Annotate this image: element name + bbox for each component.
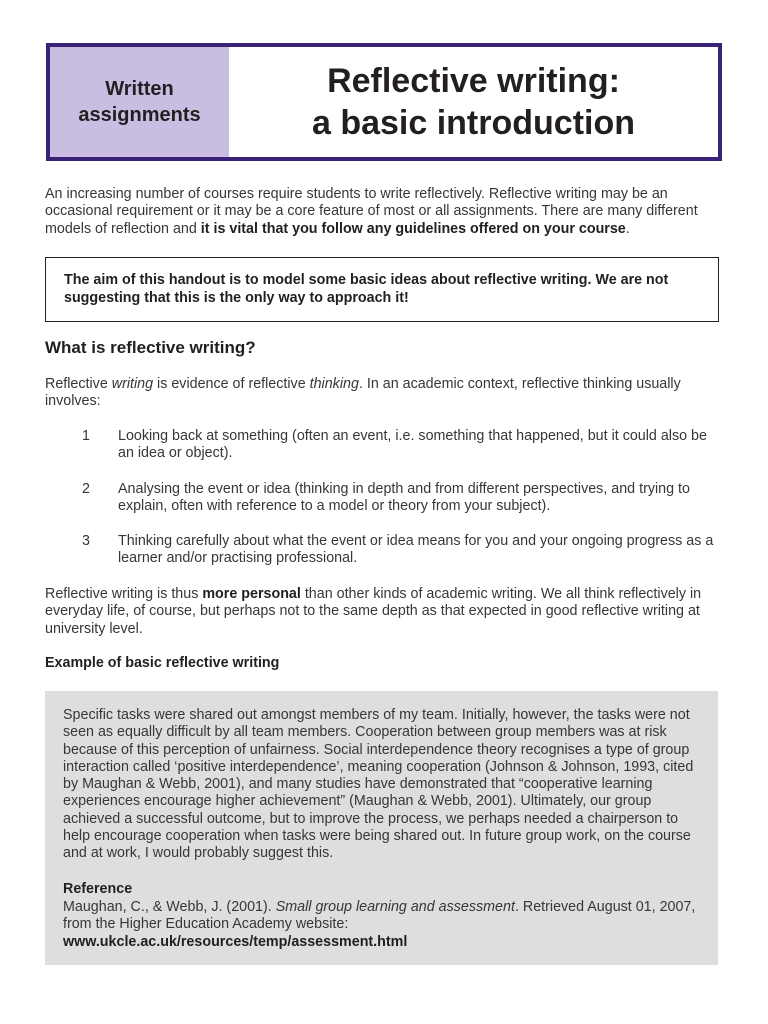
definition-italic-thinking: thinking bbox=[309, 376, 359, 392]
title-line-1: Reflective writing: bbox=[327, 62, 620, 100]
definition-text-e: . In an academic context, reflective thinking usually involves: bbox=[45, 376, 681, 410]
list-number: 1 bbox=[82, 428, 90, 444]
reference-heading: Reference bbox=[63, 881, 133, 897]
list-number: 2 bbox=[82, 481, 90, 497]
example-box bbox=[45, 691, 718, 965]
personal-emphasis: more personal bbox=[202, 586, 301, 602]
reference-text bbox=[63, 899, 703, 951]
intro-text: An increasing number of courses require students to write reflectively. Reflective writing may be an occasional requirement or it may be a core feature of most or all assignments. There are many different models of reflection and bbox=[45, 186, 698, 237]
page-header bbox=[46, 43, 722, 161]
reference-source: . Retrieved August 01, 2007, from the Higher Education Academy website: bbox=[63, 899, 696, 933]
list-text: Looking back at something (often an event, i.e. something that happened, but it could also be an idea or object). bbox=[118, 428, 707, 462]
definition-text-a: Reflective bbox=[45, 376, 112, 392]
list-text: Analysing the event or idea (thinking in depth and from different perspectives, and trying to explain, often with reference to a model or theory from your subject). bbox=[118, 481, 690, 515]
intro-emphasis: it is vital that you follow any guidelines offered on your course bbox=[200, 220, 626, 237]
personal-text-a: Reflective writing is thus bbox=[45, 586, 203, 602]
personal-text-c: than other kinds of academic writing. We all think reflectively in everyday life, of course, but perhaps not to the same depth as that expected in good reflective writing at university level. bbox=[45, 586, 702, 637]
page-title bbox=[229, 47, 718, 157]
section-heading: What is reflective writing? bbox=[45, 338, 256, 357]
example-heading: Example of basic reflective writing bbox=[45, 655, 280, 671]
section-label: Written assignments bbox=[78, 78, 201, 126]
list-number: 3 bbox=[82, 533, 90, 549]
example-text: Specific tasks were shared out amongst members of my team. Initially, however, the tasks were not seen as equally difficult by all team members. Cooperation between group members was at risk because of this perception of unfairness. Social interdependence theory recognises a type of group interaction called ‘positive interdependence’, meaning cooperation (Johnson & Johnson, 1993, cited by Maughan & Webb, 2001), and many studies have demonstrated that “cooperative learning experiences encourage higher achievement” (Maughan & Webb, 2001). Ultimately, our group achieved a successful outcome, but to improve the process, we perhaps needed a chairperson to help encourage cooperation when tasks were being shared out. In future group work, on the course and at work, I would probably suggest this. bbox=[63, 707, 694, 862]
personal-paragraph bbox=[45, 586, 725, 638]
title-line-2: a basic introduction bbox=[311, 104, 636, 142]
reference-title: Small group learning and assessment bbox=[275, 899, 515, 915]
intro-paragraph bbox=[45, 186, 725, 238]
aim-box: The aim of this handout is to model some basic ideas about reflective writing. We are not suggesting that this is the only way to approach it! bbox=[45, 257, 719, 322]
section-label-box bbox=[50, 47, 229, 157]
definition-paragraph bbox=[45, 376, 725, 411]
reference-link[interactable]: www.ukcle.ac.uk/resources/temp/assessment.html bbox=[63, 933, 408, 950]
definition-text-c: is evidence of reflective bbox=[153, 376, 310, 392]
reference-authors: Maughan, C., & Webb, J. (2001). bbox=[63, 899, 276, 915]
definition-italic-writing: writing bbox=[111, 376, 154, 392]
list-text: Thinking carefully about what the event or idea means for you and your ongoing progress as a learner and/or practising professional. bbox=[118, 533, 714, 567]
intro-end: . bbox=[625, 220, 630, 237]
